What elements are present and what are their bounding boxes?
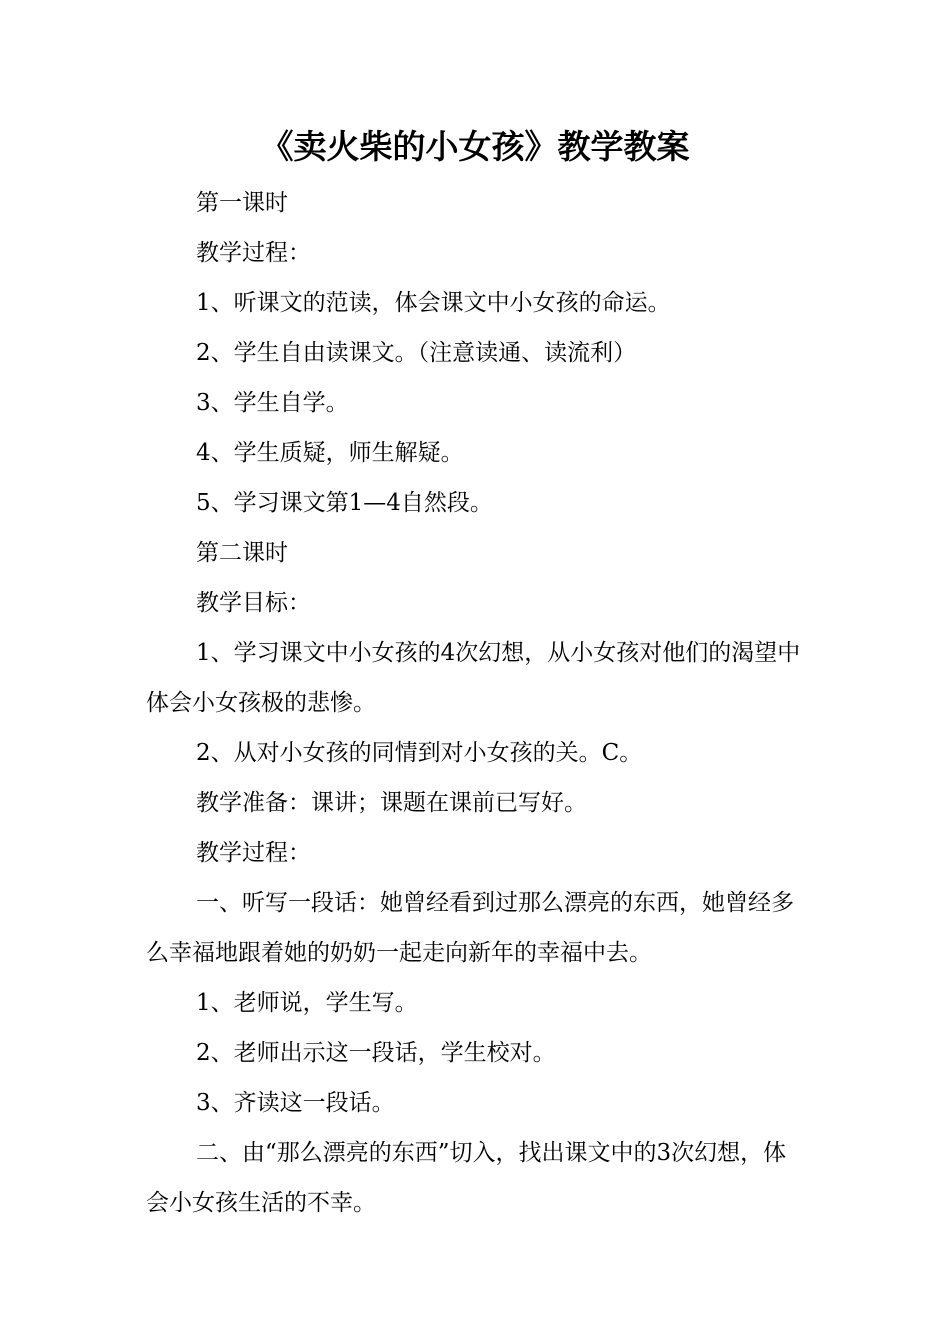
paragraph: 1、听课文的范读，体会课文中小女孩的命运。 xyxy=(196,290,671,316)
paragraph: 2、从对小女孩的同情到对小女孩的关。C。 xyxy=(196,740,643,766)
paragraph: 1、老师说，学生写。 xyxy=(196,990,418,1016)
paragraph: 教学过程： xyxy=(196,240,311,266)
document-title: 《卖火柴的小女孩》教学教案 xyxy=(260,127,690,166)
paragraph: 2、老师出示这一段话，学生校对。 xyxy=(196,1040,556,1066)
paragraph: 3、学生自学。 xyxy=(196,390,349,416)
paragraph: 一、听写一段话：她曾经看到过那么漂亮的东西，她曾经多么幸福地跟着她的奶奶一起走向新年的幸福中去。 xyxy=(146,890,794,966)
paragraph: 3、齐读这一段话。 xyxy=(196,1090,395,1116)
paragraph: 4、学生质疑，师生解疑。 xyxy=(196,440,464,466)
paragraph: 教学准备：课讲；课题在课前已写好。 xyxy=(196,790,587,816)
paragraph: 第一课时 xyxy=(196,190,288,216)
paragraph: 5、学习课文第1—4自然段。 xyxy=(196,490,493,516)
paragraph: 2、学生自由读课文。（注意读通、读流利） xyxy=(196,340,637,366)
paragraph: 二、由“那么漂亮的东西”切入，找出课文中的3次幻想，体会小女孩生活的不幸。 xyxy=(146,1140,787,1216)
paragraph: 第二课时 xyxy=(196,540,288,566)
paragraph: 教学过程： xyxy=(196,840,311,866)
paragraph: 1、学习课文中小女孩的4次幻想，从小女孩对他们的渴望中体会小女孩极的悲惨。 xyxy=(146,640,801,716)
paragraph: 教学目标： xyxy=(196,590,311,616)
document-body xyxy=(146,178,806,1228)
